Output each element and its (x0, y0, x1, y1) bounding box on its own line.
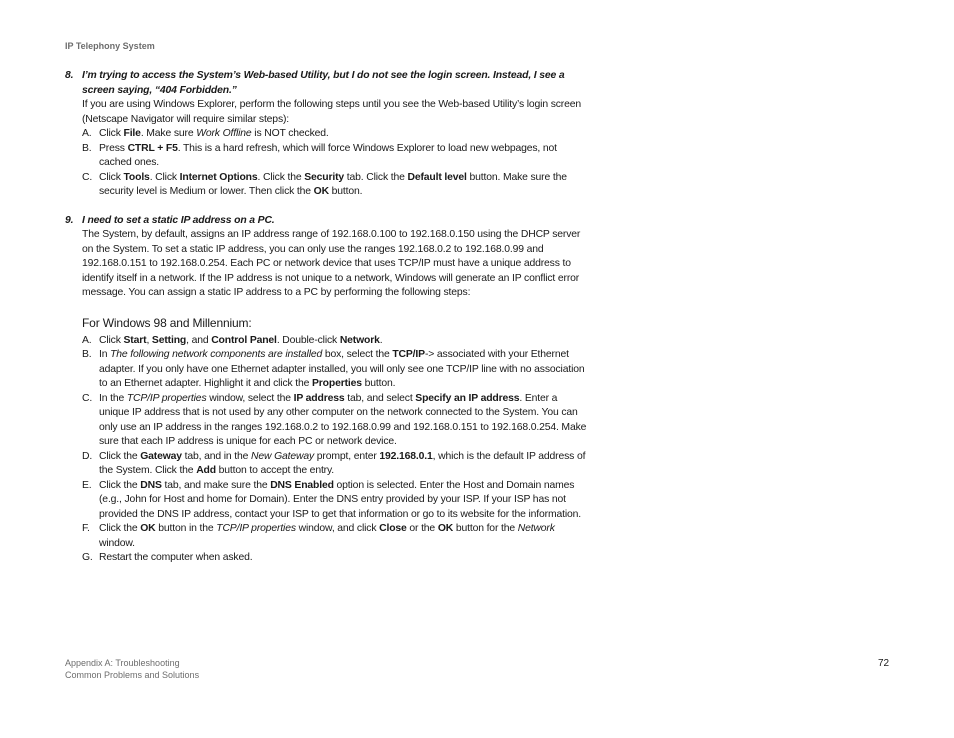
running-header: IP Telephony System (65, 41, 155, 51)
question-number: 9. (65, 214, 74, 226)
list-item (82, 522, 589, 551)
list-item (82, 392, 589, 450)
answer-intro: The System, by default, assigns an IP address range of 192.168.0.100 to 192.168.0.150 using the DHCP server on the System. To set a static IP address, you can only use the ranges 192.168.0.2 to 192.168.0.99 and 192.168.0.151 to 192.168.0.254. Each PC or network device that uses TCP/IP must have a unique address to identify itself in a network. If the IP address is not unique to a network, Windows will generate an IP conflict error message. You can assign a static IP address to a PC by performing the following steps: (82, 229, 581, 298)
page-number: 72 (878, 658, 890, 669)
step-letter: C. (82, 392, 93, 404)
step-text: Click File. Make sure Work Offline is NOT checked. (99, 128, 329, 139)
windows-heading: For Windows 98 and Millennium: (82, 315, 252, 330)
question-8 (65, 69, 589, 98)
q8-steps (82, 127, 589, 200)
step-text: Click the DNS tab, and make sure the DNS Enabled option is selected. Enter the Host and Domain names (e.g., John for Host and home for Domain). Enter the DNS entry provided by your ISP. If your ISP has not provided the DNS IP address, contact your ISP to get that information or go to its website for the information. (99, 479, 581, 520)
step-letter: A. (82, 128, 92, 139)
list-item (82, 450, 589, 479)
question-number: 8. (65, 70, 74, 81)
footer-section: Appendix A: Troubleshooting (65, 658, 180, 668)
list-item (82, 171, 589, 200)
page-content (65, 69, 589, 566)
step-letter: E. (82, 479, 92, 491)
step-letter: A. (82, 334, 92, 346)
step-letter: B. (82, 349, 92, 360)
step-text: In the TCP/IP properties window, select the IP address tab, and select Specify an IP address. Enter a unique IP address that is not used by any other computer on the network connected to the System. You can only use an IP address in the ranges 192.168.0.2 to 192.168.0.99 and 192.168.0.151 to 192.168.0.254. Make sure that each IP address is unique for each PC or network device. (99, 392, 587, 447)
step-letter: C. (82, 171, 93, 183)
list-item (82, 334, 589, 349)
question-text: I’m trying to access the System’s Web-based Utility, but I do not see the login screen. Instead, I see a screen saying, “404 Forbidden.” (82, 70, 565, 96)
step-text: Click Tools. Click Internet Options. Click the Security tab. Click the Default level button. Make sure the security level is Medium or lower. Then click the OK button. (99, 171, 567, 197)
list-item (82, 479, 589, 523)
step-text: Restart the computer when asked. (99, 552, 253, 563)
question-text: I need to set a static IP address on a PC. (82, 214, 275, 226)
list-item (82, 142, 589, 171)
footer-subsection: Common Problems and Solutions (65, 670, 200, 680)
step-text: Click the Gateway tab, and in the New Gateway prompt, enter 192.168.0.1, which is the default IP address of the System. Click the Add button to accept the entry. (99, 450, 586, 476)
step-letter: B. (82, 142, 92, 154)
step-letter: D. (82, 450, 93, 462)
step-text: Click Start, Setting, and Control Panel. Double-click Network. (99, 334, 383, 346)
step-text: Click the OK button in the TCP/IP properties window, and click Close or the OK button for the Network window. (99, 523, 555, 549)
question-9 (65, 214, 589, 229)
step-text: In The following network components are installed box, select the TCP/IP-> associated with your Ethernet adapter. If you only have one Ethernet adapter installed, you will only see one TCP/IP line with no association to an Ethernet adapter. Highlight it and click the Properties button. (99, 349, 585, 389)
step-text: Press CTRL + F5. This is a hard refresh, which will force Windows Explorer to load new webpages, not cached ones. (99, 142, 557, 168)
footer (65, 657, 199, 681)
step-letter: F. (82, 523, 90, 534)
answer-intro: If you are using Windows Explorer, perform the following steps until you see the Web-based Utility’s login screen (Netscape Navigator will require similar steps): (82, 99, 581, 125)
list-item (82, 127, 589, 142)
list-item (82, 348, 589, 392)
step-letter: G. (82, 552, 93, 563)
q9-steps (82, 334, 589, 566)
list-item (82, 551, 589, 566)
